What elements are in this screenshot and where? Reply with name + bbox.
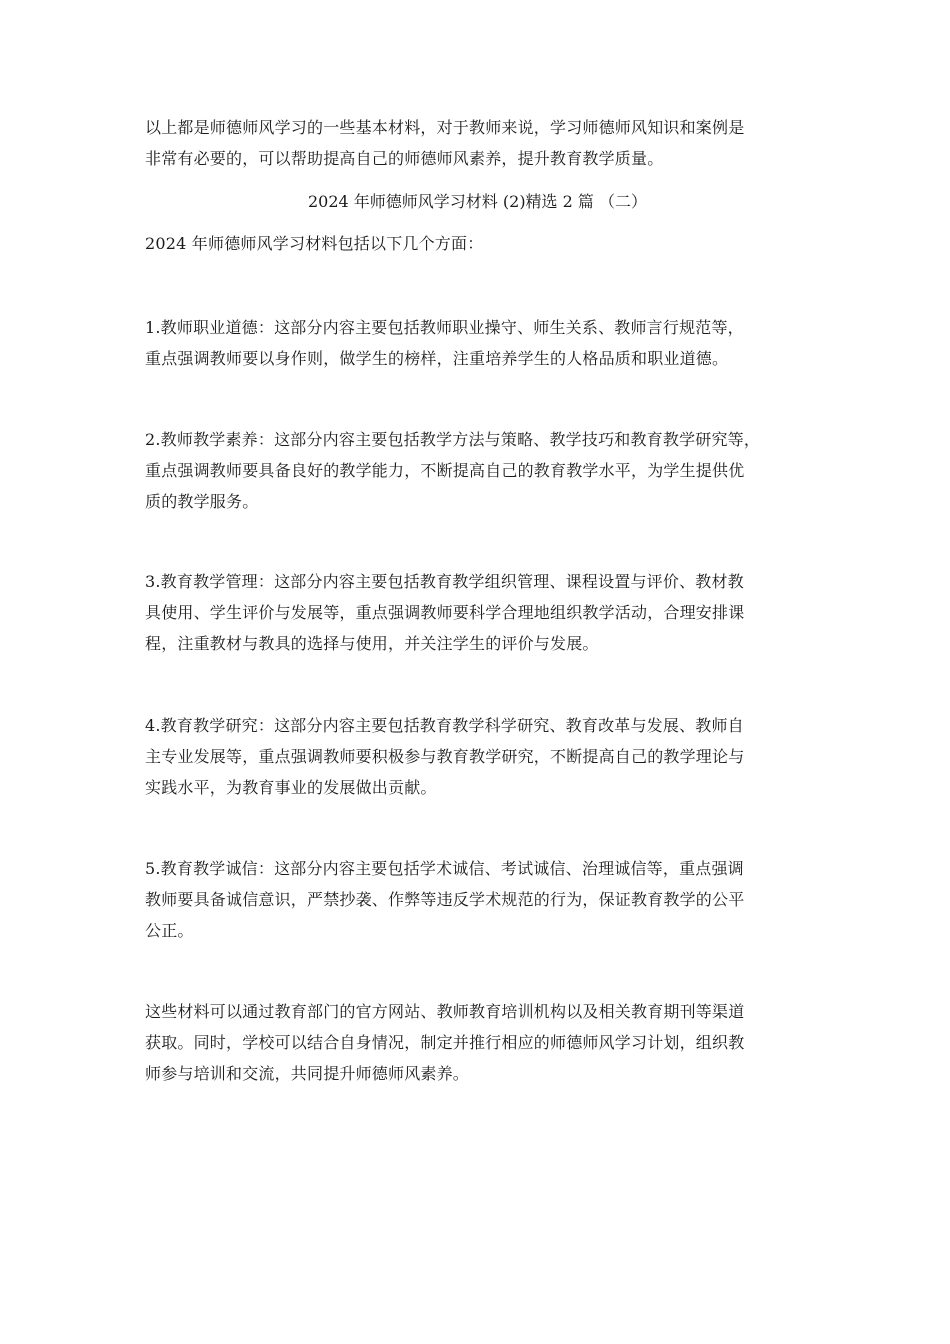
text-line: 主专业发展等，重点强调教师要积极参与教育教学研究，不断提高自己的教学理论与 (145, 747, 745, 766)
section-title: 2024 年师德师风学习材料 (2)精选 2 篇 （二） (308, 192, 647, 211)
text-line: 2024 年师德师风学习材料包括以下几个方面： (145, 234, 484, 253)
closing-paragraph (145, 996, 810, 1089)
text-line: 4.教育教学研究：这部分内容主要包括教育教学科学研究、教育改革与发展、教师自 (145, 716, 744, 735)
text-line: 2.教师教学素养：这部分内容主要包括教学方法与策略、教学技巧和教育教学研究等， (145, 430, 761, 449)
text-line: 质的教学服务。 (145, 492, 259, 511)
text-line: 实践水平，为教育事业的发展做出贡献。 (145, 778, 437, 797)
item-paragraph-2 (145, 424, 810, 517)
text-line: 以上都是师德师风学习的一些基本材料，对于教师来说，学习师德师风知识和案例是 (145, 118, 745, 137)
text-line: 获取。同时，学校可以结合自身情况，制定并推行相应的师德师风学习计划，组织教 (145, 1033, 745, 1052)
text-line: 教师要具备诚信意识，严禁抄袭、作弊等违反学术规范的行为，保证教育教学的公平 (145, 890, 745, 909)
text-line: 具使用、学生评价与发展等，重点强调教师要科学合理地组织教学活动，合理安排课 (145, 603, 745, 622)
text-line: 师参与培训和交流，共同提升师德师风素养。 (145, 1064, 470, 1083)
item-paragraph-5 (145, 853, 810, 946)
text-line: 5.教育教学诚信：这部分内容主要包括学术诚信、考试诚信、治理诚信等，重点强调 (145, 859, 744, 878)
text-line: 这些材料可以通过教育部门的官方网站、教师教育培训机构以及相关教育期刊等渠道 (145, 1002, 745, 1021)
text-line: 公正。 (145, 921, 194, 940)
text-line: 3.教育教学管理：这部分内容主要包括教育教学组织管理、课程设置与评价、教材教 (145, 572, 744, 591)
text-line: 重点强调教师要以身作则，做学生的榜样，注重培养学生的人格品质和职业道德。 (145, 349, 729, 368)
lead-paragraph (145, 228, 810, 259)
text-line: 程，注重教材与教具的选择与使用，并关注学生的评价与发展。 (145, 634, 599, 653)
item-paragraph-3 (145, 566, 810, 659)
item-paragraph-1 (145, 312, 810, 374)
text-line: 非常有必要的，可以帮助提高自己的师德师风素养，提升教育教学质量。 (145, 149, 664, 168)
text-line: 1.教师职业道德：这部分内容主要包括教师职业操守、师生关系、教师言行规范等， (145, 318, 744, 337)
item-paragraph-4 (145, 710, 810, 803)
intro-paragraph (145, 112, 810, 174)
text-line: 重点强调教师要具备良好的教学能力，不断提高自己的教育教学水平，为学生提供优 (145, 461, 745, 480)
